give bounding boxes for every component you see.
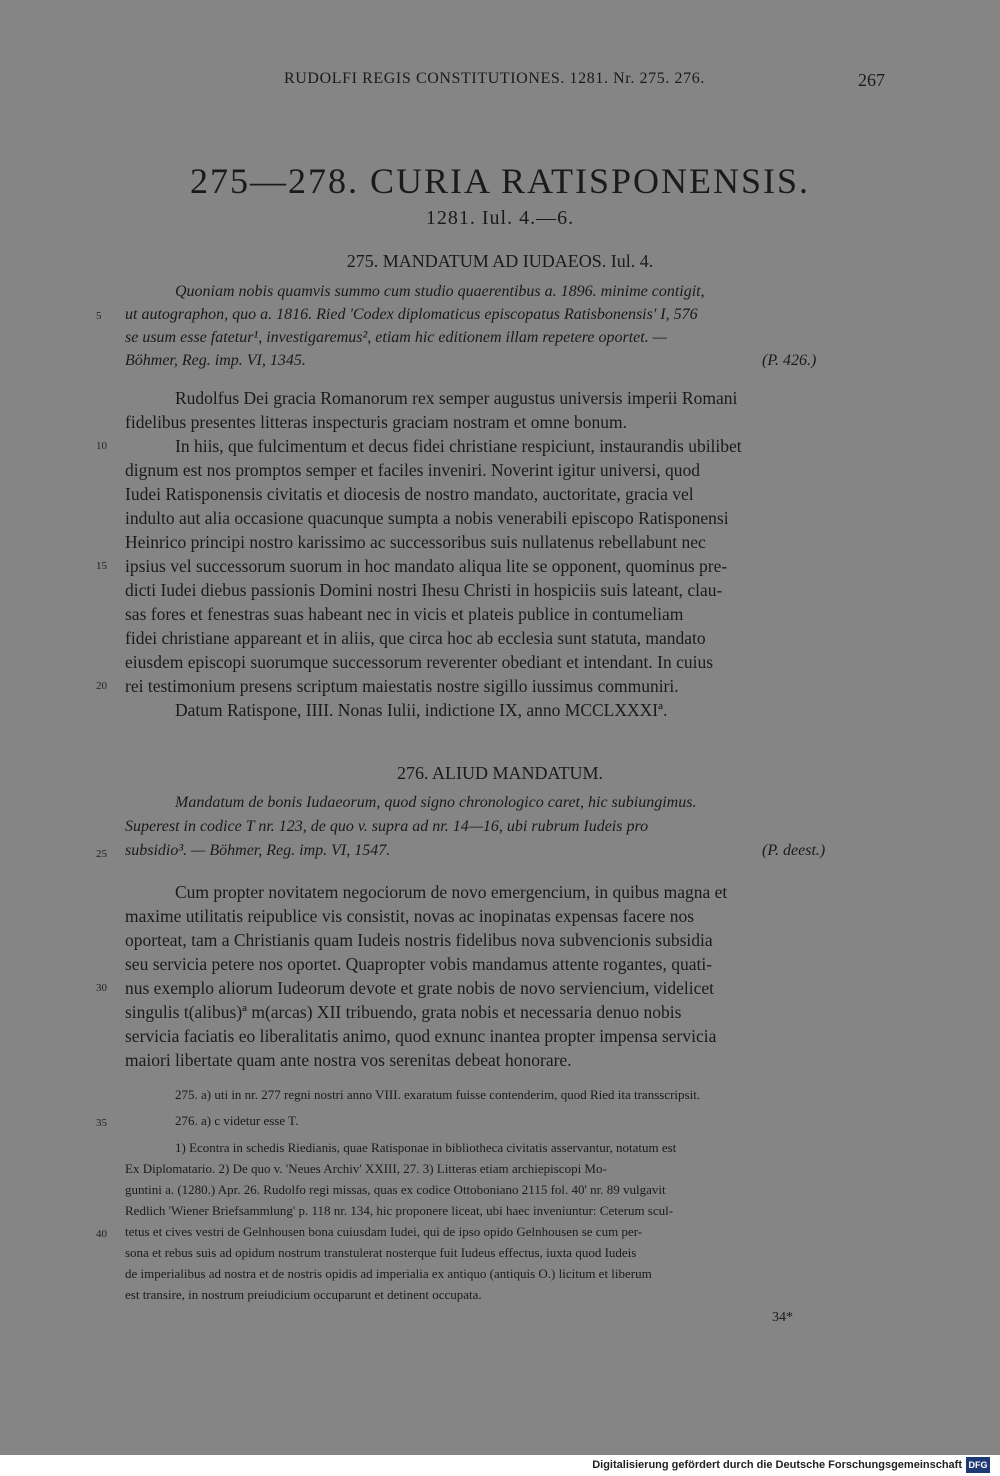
- section-275-text-line: fidelibus presentes litteras inspecturis graciam nostram et omne bonum.: [125, 412, 628, 432]
- line-number: 10: [96, 440, 107, 452]
- section-276-text-line: maxime utilitatis reipublice vis consistit, novas ac inopinatas expensas facere nos: [125, 906, 695, 926]
- line-number: 40: [96, 1228, 107, 1240]
- section-276-reference: (P. deest.): [762, 842, 826, 859]
- footnote-line: guntini a. (1280.) Apr. 26. Rudolfo regi missas, quas ex codice Ottoboniano 2115 fol. 40' nr. 89 vulgavit: [125, 1182, 666, 1197]
- section-275-text-line: Heinrico principi nostro karissimo ac successoribus suis nullatenus rebellabunt nec: [125, 532, 706, 552]
- section-275-heading: [0, 251, 1000, 272]
- section-276-text-line: seu servicia petere nos oportet. Quapropter vobis mandamus attente rogantes, quati-: [125, 954, 713, 974]
- section-275-intro-line: Quoniam nobis quamvis summo cum studio quaerentibus a. 1896. minime contigit,: [175, 283, 705, 300]
- footnote-line: 275. a) uti in nr. 277 regni nostri anno VIII. exaratum fuisse contenderim, quod Ried ita transscripsit.: [175, 1087, 701, 1102]
- section-276-heading-text: 276. ALIUD MANDATUM.: [397, 763, 603, 783]
- footnote-line: Redlich 'Wiener Briefsammlung' p. 118 nr. 134, hic proponere liceat, ubi haec inveniuntur: Ceterum scul-: [125, 1203, 674, 1218]
- section-276-text-line: oporteat, tam a Christianis quam Iudeis nostris fidelibus nova subvencionis subsidia: [125, 930, 713, 950]
- section-276-text-line: nus exemplo aliorum Iudeorum devote et grate nobis de novo serviencium, videlicet: [125, 978, 715, 998]
- section-275-text-line: sas fores et fenestras suas habeant nec in vicis et plateis publice in contumeliam: [125, 604, 684, 624]
- section-275-text-line: fidei christiane appareant et in aliis, que circa hoc ab ecclesia sunt statuta, mandato: [125, 628, 706, 648]
- funding-notice: Digitalisierung gefördert durch die Deutsche Forschungsgemeinschaft: [592, 1459, 962, 1471]
- line-number: 35: [96, 1117, 107, 1129]
- section-275-text-line: Rudolfus Dei gracia Romanorum rex semper augustus universis imperii Romani: [175, 388, 738, 408]
- section-275-text-line: In hiis, que fulcimentum et decus fidei christiane respiciunt, instaurandis ubilibet: [175, 436, 742, 456]
- section-276-text-line: maiori libertate quam ante nostra vos serenitas debeat honorare.: [125, 1050, 572, 1070]
- section-275-text-line: ipsius vel successorum suorum in hoc mandato aliqua lite se opponent, quominus pre-: [125, 556, 728, 576]
- section-275-intro-line: se usum esse fatetur¹, investigaremus², etiam hic editionem illam repetere oportet. —: [125, 329, 667, 346]
- signature-mark: 34*: [772, 1310, 793, 1325]
- footnote-line: est transire, in nostrum preiudicium occuparunt et detinent occupata.: [125, 1287, 482, 1302]
- document-title: 275—278. CURIA RATISPONENSIS.: [189, 161, 811, 201]
- section-275-text-line: indulto aut alia occasione quacunque sumpta a nobis venerabili episcopo Ratisponensi: [125, 508, 729, 528]
- line-number: 5: [96, 310, 102, 322]
- section-275-text-line: eiusdem episcopi suorumque successorum reverenter obediant et intendant. In cuius: [125, 652, 714, 672]
- footnote-line: Ex Diplomatario. 2) De quo v. 'Neues Archiv' XXIII, 27. 3) Litteras etiam archiepiscopi Mo-: [125, 1161, 607, 1176]
- section-275-heading-text: 275. MANDATUM AD IUDAEOS. Iul. 4.: [346, 251, 654, 271]
- section-276-text-line: singulis t(alibus)ª m(arcas) XII tribuendo, grata nobis et necessaria denuo nobis: [125, 1002, 682, 1022]
- section-276-text-line: servicia faciatis eo liberalitatis animo, quod exnunc inantea propter impensa servicia: [125, 1026, 717, 1046]
- section-275-reference: (P. 426.): [762, 352, 817, 369]
- section-275-text-line: dignum est nos promptos semper et faciles inveniri. Noverint igitur universi, quod: [125, 460, 700, 480]
- section-275-text-line: dicti Iudei diebus passionis Domini nostri Ihesu Christi in hospiciis suis lateant, clau-: [125, 580, 723, 600]
- page-number: 267: [858, 70, 885, 90]
- section-275-intro-line: Böhmer, Reg. imp. VI, 1345.: [125, 352, 306, 369]
- footnote-line: 276. a) c videtur esse T.: [175, 1113, 299, 1128]
- document-date: 1281. Iul. 4.—6.: [425, 207, 575, 229]
- section-276-text-line: Cum propter novitatem negociorum de novo emergencium, in quibus magna et: [175, 882, 728, 902]
- section-275-intro-line: ut autographon, quo a. 1816. Ried 'Codex diplomaticus episcopatus Ratisbonensis' I, 576: [125, 306, 698, 323]
- section-275-text-line: Iudei Ratisponensis civitatis et diocesis de nostro mandato, auctoritate, gracia vel: [125, 484, 694, 504]
- section-275-text-line: rei testimonium presens scriptum maiestatis nostre sigillo iussimus communiri.: [125, 676, 679, 696]
- footnote-line: tetus et cives vestri de Gelnhousen bona cuiusdam Iudei, qui de ipso opido Gelnhousen se cum per-: [125, 1224, 643, 1239]
- footnote-line: de imperialibus ad nostra et de nostris opidis ad imperialia ex antiquo (antiquis O.) licitum et liberum: [125, 1266, 652, 1281]
- section-276-intro-line: subsidio³. — Böhmer, Reg. imp. VI, 1547.: [125, 842, 391, 859]
- footnote-line: sona et rebus suis ad opidum nostrum transtulerat nosterque fuit Iudeus effectus, iuxta quod Iudeis: [125, 1245, 637, 1260]
- line-number: 30: [96, 982, 107, 994]
- line-number: 20: [96, 680, 107, 692]
- line-number: 15: [96, 560, 107, 572]
- section-275-dating-line: Datum Ratispone, IIII. Nonas Iulii, indictione IX, anno MCCLXXXIª.: [175, 700, 668, 720]
- section-276-intro-line: Mandatum de bonis Iudaeorum, quod signo chronologico caret, hic subiungimus.: [175, 794, 697, 811]
- dfg-logo: DFG: [966, 1457, 990, 1473]
- footnote-line: 1) Econtra in schedis Riedianis, quae Ratisponae in bibliotheca civitatis asservantur, notatum est: [175, 1140, 677, 1155]
- running-header: RUDOLFI REGIS CONSTITUTIONES. 1281. Nr. 275. 276.: [284, 70, 705, 87]
- section-276-heading: [0, 763, 1000, 784]
- line-number: 25: [96, 848, 107, 860]
- section-276-intro-line: Superest in codice T nr. 123, de quo v. supra ad nr. 14—16, ubi rubrum Iudeis pro: [125, 818, 649, 835]
